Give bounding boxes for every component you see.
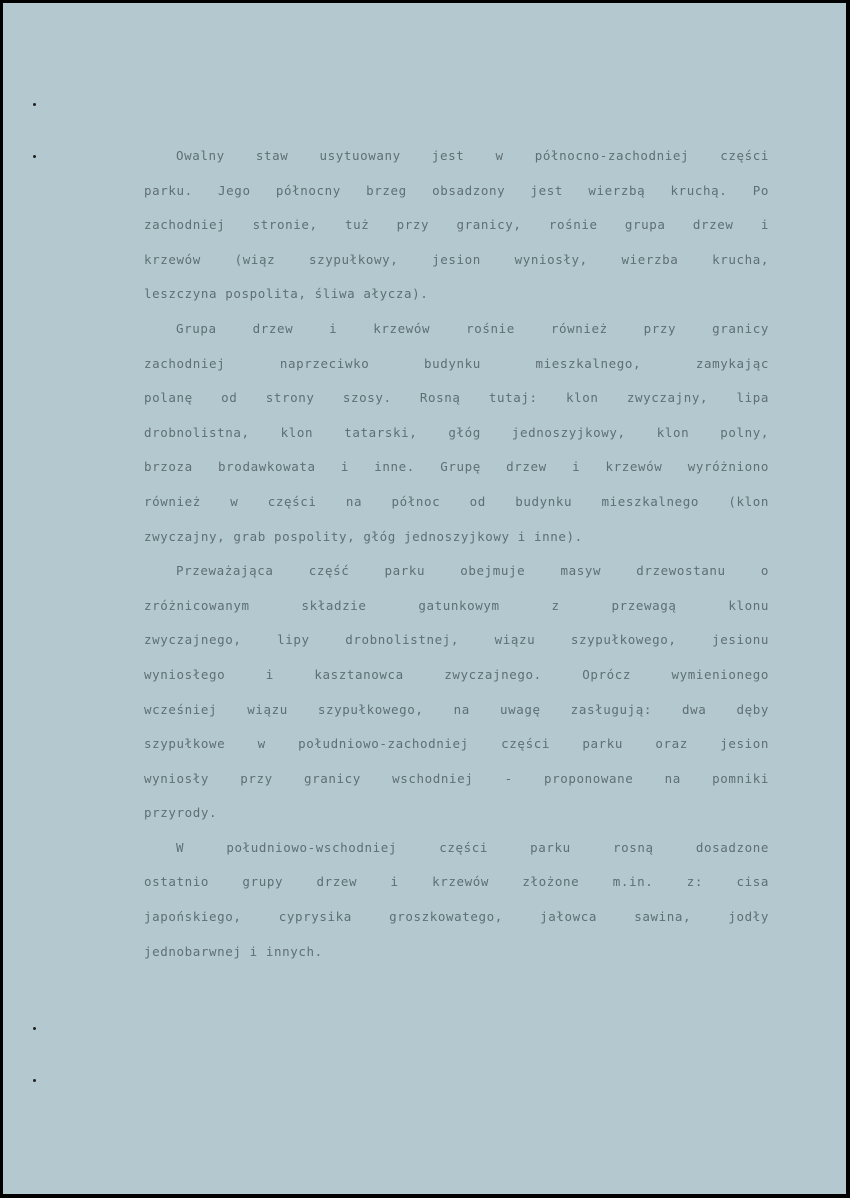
text-line: Owalny staw usytuowany jest w północno-zachodniej części [176,148,769,163]
paragraph-3 [144,554,769,831]
text-line: zróżnicowanym składzie gatunkowym z przewagą klonu [144,597,769,613]
document-page [3,3,846,1194]
text-line: parku. Jego północny brzeg obsadzony jest wierzbą kruchą. Po [144,182,769,198]
text-line: drobnolistna, klon tatarski, głóg jednoszyjkowy, klon polny, [144,424,769,440]
text-line: Grupa drzew i krzewów rośnie również przy granicy [176,320,769,336]
punch-hole-mark [33,1079,36,1082]
punch-hole-mark [33,103,36,106]
text-line: krzewów (wiąz szypułkowy, jesion wyniosły, wierzba krucha, [144,251,769,267]
text-line: zachodniej stronie, tuż przy granicy, rośnie grupa drzew i [144,217,769,233]
text-line: również w części na północ od budynku mieszkalnego (klon [144,493,769,509]
text-line: japońskiego, cyprysika groszkowatego, jałowca sawina, jodły [144,909,769,925]
text-line: polanę od strony szosy. Rosną tutaj: klon zwyczajny, lipa [144,390,769,406]
punch-hole-mark [33,1027,36,1030]
text-line: zwyczajny, grab pospolity, głóg jednoszyjkowy i inne). [144,528,583,544]
document-body [144,139,769,969]
text-line: brzoza brodawkowata i inne. Grupę drzew i krzewów wyróżniono [144,459,769,475]
text-line: wcześniej wiązu szypułkowego, na uwagę zasługują: dwa dęby [144,701,769,717]
text-line: przyrody. [144,805,218,821]
text-line: W południowo-wschodniej części parku rosną dosadzone [176,839,769,855]
text-line: wyniosły przy granicy wschodniej - proponowane na pomniki [144,770,769,786]
text-line: ostatnio grupy drzew i krzewów złożone m.in. z: cisa [144,874,769,890]
text-line: Przeważająca część parku obejmuje masyw drzewostanu o [176,563,769,579]
text-line: wyniosłego i kasztanowca zwyczajnego. Oprócz wymienionego [144,666,769,682]
text-line: zachodniej naprzeciwko budynku mieszkalnego, zamykając [144,355,769,371]
text-line: jednobarwnej i innych. [144,943,323,959]
text-line: leszczyna pospolita, śliwa ałycza). [144,286,429,302]
text-line: szypułkowe w południowo-zachodniej części parku oraz jesion [144,736,769,752]
punch-hole-mark [33,155,36,158]
paragraph-2 [144,312,769,554]
paragraph-1 [144,139,769,312]
text-line: zwyczajnego, lipy drobnolistnej, wiązu szypułkowego, jesionu [144,632,769,648]
paragraph-4 [144,831,769,969]
